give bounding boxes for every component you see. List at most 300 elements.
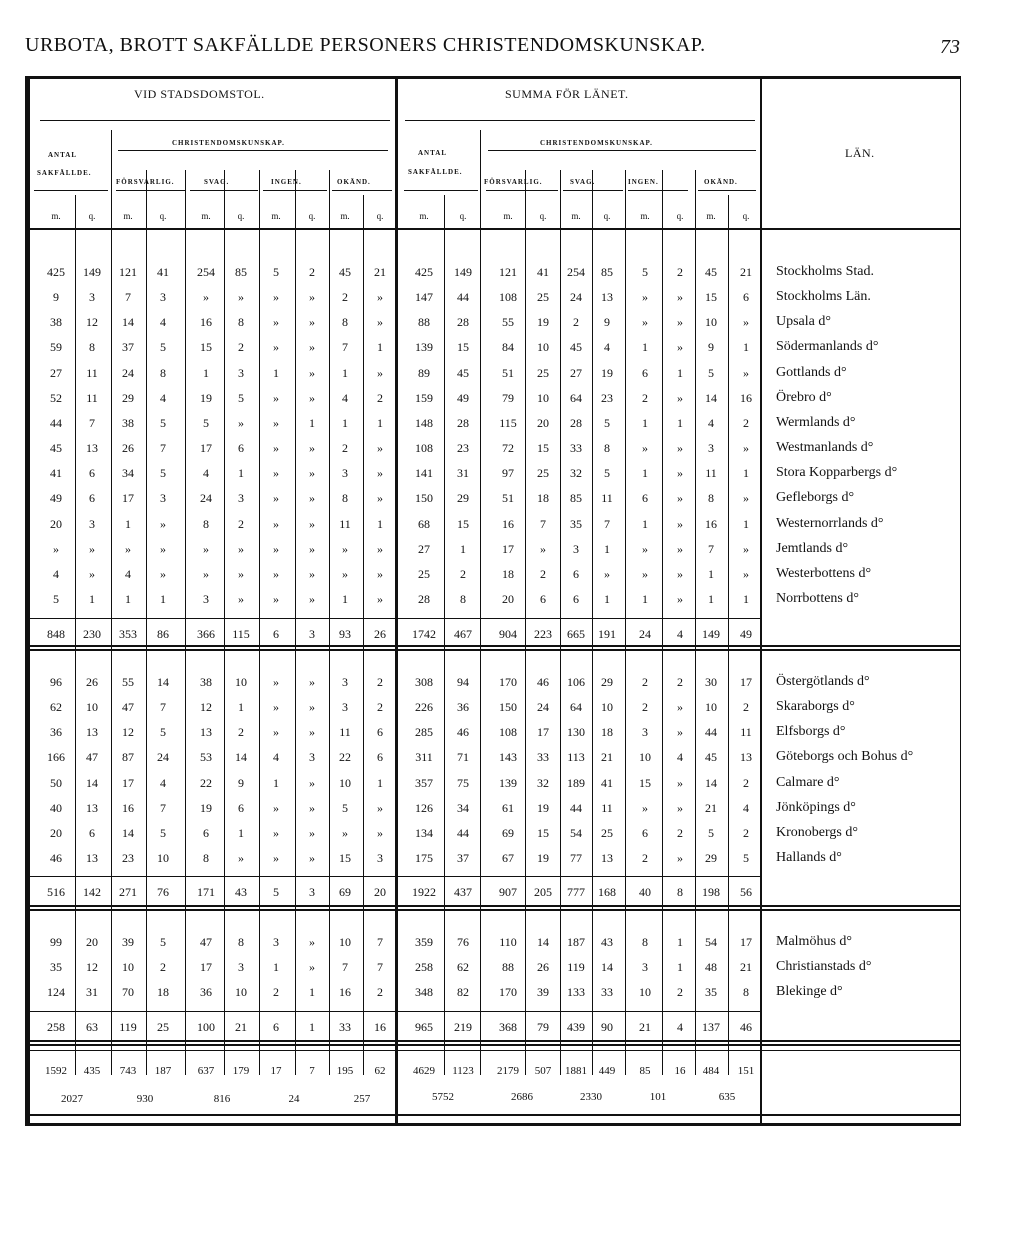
grand-total-cell: 1592 [45, 1065, 67, 1077]
unit-header: m. [706, 211, 716, 221]
stadsdomstol-header: VID STADSDOMSTOL. [134, 87, 265, 101]
table-cell: 10 [705, 315, 717, 329]
table-cell: 17 [740, 675, 752, 689]
table-cell: 115 [499, 416, 517, 430]
table-cell: 2 [677, 826, 683, 840]
table-cell: 10 [601, 700, 613, 714]
combined-total-cell: 257 [353, 1093, 371, 1105]
table-cell: 113 [567, 750, 585, 764]
subtotal-cell: 3 [309, 885, 315, 899]
table-cell: 6 [89, 826, 95, 840]
table-cell: 29 [122, 391, 134, 405]
table-cell: 11 [705, 466, 717, 480]
table-cell: 357 [415, 776, 433, 790]
table-cell: 5 [342, 801, 348, 815]
table-cell: 33 [601, 985, 613, 999]
table-cell: 44 [570, 801, 582, 815]
table-cell: 17 [502, 542, 514, 556]
table-cell: 14 [537, 935, 549, 949]
table-cell: 30 [705, 675, 717, 689]
grand-total-cell: 1881 [565, 1065, 587, 1077]
table-cell: 14 [157, 675, 169, 689]
table-cell: 12 [86, 315, 98, 329]
subtotal-cell: 168 [598, 885, 616, 899]
table-cell: 11 [339, 517, 351, 531]
table-cell: » [309, 935, 315, 949]
grand-total-cell: 484 [702, 1065, 720, 1077]
table-cell: » [309, 491, 315, 505]
table-cell: 134 [415, 826, 433, 840]
table-cell: 10 [339, 776, 351, 790]
lan-header: LÄN. [845, 146, 875, 160]
table-cell: » [377, 441, 383, 455]
table-cell: 17 [200, 441, 212, 455]
table-cell: 170 [499, 985, 517, 999]
unit-header: m. [419, 211, 429, 221]
table-cell: 25 [537, 466, 549, 480]
table-cell: 3 [273, 935, 279, 949]
table-cell: 52 [50, 391, 62, 405]
table-cell: » [309, 391, 315, 405]
table-cell: 121 [119, 265, 137, 279]
table-cell: 5 [160, 340, 166, 354]
table-cell: 45 [705, 750, 717, 764]
subtotal-cell: 366 [197, 627, 215, 641]
table-cell: 5 [604, 466, 610, 480]
table-cell: 5 [273, 265, 279, 279]
table-cell: 6 [377, 750, 383, 764]
table-cell: 139 [415, 340, 433, 354]
table-cell: 18 [601, 725, 613, 739]
table-cell: 5 [160, 826, 166, 840]
table-cell: 1 [342, 366, 348, 380]
table-cell: 2 [273, 985, 279, 999]
table-cell: 21 [374, 265, 386, 279]
table-cell: » [160, 517, 166, 531]
table-cell: 7 [89, 416, 95, 430]
table-cell: 13 [200, 725, 212, 739]
lan-name: Norrbottens d° [776, 591, 859, 606]
table-cell: » [377, 592, 383, 606]
table-cell: » [238, 290, 244, 304]
antal-header-lanet: ANTAL [418, 149, 447, 157]
subtotal-cell: 439 [567, 1020, 585, 1034]
unit-header: q. [159, 211, 167, 221]
table-cell: 53 [200, 750, 212, 764]
table-cell: » [677, 441, 683, 455]
table-cell: 425 [47, 265, 65, 279]
table-cell: 47 [122, 700, 134, 714]
lan-name: Jönköpings d° [776, 800, 856, 815]
subtotal-cell: 467 [454, 627, 472, 641]
grand-total-cell: 1123 [452, 1065, 474, 1077]
table-cell: 27 [418, 542, 430, 556]
table-cell: 5 [203, 416, 209, 430]
table-cell: 3 [160, 290, 166, 304]
table-cell: 32 [537, 776, 549, 790]
table-cell: 8 [342, 315, 348, 329]
table-cell: » [160, 567, 166, 581]
unit-header: q. [539, 211, 547, 221]
table-cell: 5 [160, 935, 166, 949]
lan-name: Upsala d° [776, 314, 831, 329]
table-cell: » [273, 725, 279, 739]
grand-total-cell: 16 [674, 1065, 686, 1077]
subtotal-cell: 198 [702, 885, 720, 899]
table-cell: 149 [454, 265, 472, 279]
subtotal-cell: 907 [499, 885, 517, 899]
table-cell: » [53, 542, 59, 556]
table-cell: 166 [47, 750, 65, 764]
table-cell: 69 [502, 826, 514, 840]
table-cell: 38 [50, 315, 62, 329]
table-cell: 51 [502, 491, 514, 505]
table-cell: 3 [642, 960, 648, 974]
table-cell: 12 [200, 700, 212, 714]
table-cell: 68 [418, 517, 430, 531]
christendom-header-stad: CHRISTENDOMSKUNSKAP. [172, 139, 285, 147]
table-cell: » [743, 441, 749, 455]
table-cell: » [677, 290, 683, 304]
subtotal-cell: 100 [197, 1020, 215, 1034]
table-cell: 3 [642, 725, 648, 739]
table-cell: 31 [86, 985, 98, 999]
table-cell: 55 [122, 675, 134, 689]
page-number: 73 [940, 36, 960, 58]
unit-header: m. [640, 211, 650, 221]
table-cell: » [309, 801, 315, 815]
table-cell: 4 [160, 776, 166, 790]
grand-total-cell: 179 [232, 1065, 250, 1077]
table-cell: 8 [708, 491, 714, 505]
table-cell: 13 [86, 725, 98, 739]
table-cell: 26 [86, 675, 98, 689]
table-cell: 39 [537, 985, 549, 999]
table-cell: 147 [415, 290, 433, 304]
table-cell: 97 [502, 466, 514, 480]
table-cell: 17 [200, 960, 212, 974]
table-cell: 23 [457, 441, 469, 455]
table-cell: 1 [377, 416, 383, 430]
table-cell: 108 [499, 725, 517, 739]
table-cell: 37 [122, 340, 134, 354]
table-cell: » [203, 290, 209, 304]
table-cell: 1 [642, 416, 648, 430]
table-cell: » [677, 466, 683, 480]
table-cell: » [642, 290, 648, 304]
table-cell: 88 [502, 960, 514, 974]
table-cell: » [309, 851, 315, 865]
table-cell: 18 [157, 985, 169, 999]
table-cell: 38 [122, 416, 134, 430]
table-cell: 24 [537, 700, 549, 714]
table-cell: » [377, 567, 383, 581]
subtotal-cell: 21 [235, 1020, 247, 1034]
table-cell: 28 [418, 592, 430, 606]
sakfallde-header-lanet: SAKFÄLLDE. [408, 168, 463, 176]
subtotal-cell: 33 [339, 1020, 351, 1034]
table-cell: » [642, 441, 648, 455]
table-cell: 1 [743, 592, 749, 606]
table-cell: 13 [86, 851, 98, 865]
table-cell: 2 [677, 675, 683, 689]
table-cell: » [273, 290, 279, 304]
table-cell: 41 [157, 265, 169, 279]
table-cell: 4 [125, 567, 131, 581]
table-cell: 6 [89, 491, 95, 505]
table-cell: 55 [502, 315, 514, 329]
table-cell: 2 [642, 391, 648, 405]
table-cell: 3 [89, 517, 95, 531]
lan-name: Westmanlands d° [776, 440, 874, 455]
table-cell: 1 [273, 960, 279, 974]
lan-name: Stockholms Stad. [776, 264, 875, 279]
table-cell: 5 [160, 466, 166, 480]
table-cell: 79 [502, 391, 514, 405]
table-cell: » [309, 675, 315, 689]
table-cell: 1 [342, 416, 348, 430]
table-cell: 45 [339, 265, 351, 279]
table-cell: 2 [238, 340, 244, 354]
unit-header: m. [503, 211, 513, 221]
grand-total-cell: 195 [336, 1065, 354, 1077]
table-cell: » [309, 290, 315, 304]
table-cell: » [377, 290, 383, 304]
table-cell: 8 [89, 340, 95, 354]
subtotal-cell: 191 [598, 627, 616, 641]
table-cell: » [238, 567, 244, 581]
lan-name: Malmöhus d° [776, 934, 852, 949]
table-cell: » [677, 592, 683, 606]
subtotal-cell: 258 [47, 1020, 65, 1034]
table-cell: 2 [677, 985, 683, 999]
table-cell: 170 [499, 675, 517, 689]
ingen-header-lanet: INGEN. [628, 178, 659, 186]
table-cell: 19 [537, 851, 549, 865]
table-cell: 41 [601, 776, 613, 790]
table-cell: 3 [203, 592, 209, 606]
table-cell: 2 [677, 265, 683, 279]
table-cell: 24 [157, 750, 169, 764]
table-cell: 1 [238, 466, 244, 480]
table-cell: 11 [339, 725, 351, 739]
table-cell: » [377, 801, 383, 815]
table-cell: 38 [200, 675, 212, 689]
subtotal-cell: 368 [499, 1020, 517, 1034]
unit-header: q. [376, 211, 384, 221]
table-cell: 40 [50, 801, 62, 815]
table-cell: 1 [238, 700, 244, 714]
table-cell: 1 [708, 567, 714, 581]
table-cell: 71 [457, 750, 469, 764]
table-cell: 8 [342, 491, 348, 505]
table-cell: 4 [604, 340, 610, 354]
table-cell: 14 [86, 776, 98, 790]
table-cell: 1 [743, 466, 749, 480]
table-cell: 3 [160, 491, 166, 505]
table-cell: 11 [86, 391, 98, 405]
table-cell: 6 [642, 366, 648, 380]
table-cell: 45 [570, 340, 582, 354]
table-cell: 1 [309, 416, 315, 430]
table-cell: 35 [50, 960, 62, 974]
table-cell: 15 [339, 851, 351, 865]
table-cell: 36 [200, 985, 212, 999]
lan-name: Skaraborgs d° [776, 699, 855, 714]
lan-name: Stora Kopparbergs d° [776, 465, 898, 480]
subtotal-cell: 171 [197, 885, 215, 899]
table-cell: 44 [50, 416, 62, 430]
table-cell: 85 [570, 491, 582, 505]
table-cell: 36 [457, 700, 469, 714]
table-cell: 7 [604, 517, 610, 531]
unit-header: q. [742, 211, 750, 221]
table-cell: » [309, 776, 315, 790]
table-cell: 25 [537, 366, 549, 380]
subtotal-cell: 665 [567, 627, 585, 641]
table-cell: 308 [415, 675, 433, 689]
table-cell: 1 [238, 826, 244, 840]
table-cell: » [203, 567, 209, 581]
table-cell: 148 [415, 416, 433, 430]
table-cell: 2 [238, 725, 244, 739]
table-cell: 59 [50, 340, 62, 354]
table-cell: 19 [200, 801, 212, 815]
table-cell: 20 [537, 416, 549, 430]
table-cell: 4 [342, 391, 348, 405]
table-cell: » [309, 340, 315, 354]
table-cell: 21 [601, 750, 613, 764]
table-cell: 2 [160, 960, 166, 974]
table-cell: 62 [50, 700, 62, 714]
table-cell: » [677, 315, 683, 329]
table-cell: 10 [537, 391, 549, 405]
table-cell: » [677, 340, 683, 354]
table-cell: 34 [122, 466, 134, 480]
unit-header: q. [237, 211, 245, 221]
unit-header: m. [271, 211, 281, 221]
table-cell: 18 [502, 567, 514, 581]
table-cell: 44 [457, 290, 469, 304]
table-cell: 7 [708, 542, 714, 556]
table-cell: 3 [342, 675, 348, 689]
table-cell: » [377, 542, 383, 556]
forsvarlig-header-lanet: FÖRSVARLIG. [484, 178, 543, 186]
table-cell: 5 [238, 391, 244, 405]
table-cell: 19 [537, 801, 549, 815]
table-cell: 17 [122, 491, 134, 505]
table-cell: 6 [743, 290, 749, 304]
subtotal-cell: 26 [374, 627, 386, 641]
table-cell: » [238, 592, 244, 606]
table-cell: 22 [200, 776, 212, 790]
unit-header: m. [340, 211, 350, 221]
table-cell: 6 [642, 826, 648, 840]
table-cell: 108 [415, 441, 433, 455]
lan-name: Jemtlands d° [776, 541, 849, 556]
table-cell: 5 [53, 592, 59, 606]
table-cell: 1 [89, 592, 95, 606]
table-cell: » [273, 675, 279, 689]
table-cell: 4 [203, 466, 209, 480]
table-cell: 24 [122, 366, 134, 380]
table-cell: » [677, 700, 683, 714]
table-cell: 254 [567, 265, 585, 279]
christendom-header-lanet: CHRISTENDOMSKUNSKAP. [540, 139, 653, 147]
table-cell: » [743, 542, 749, 556]
table-cell: 2 [743, 416, 749, 430]
table-cell: » [309, 315, 315, 329]
table-cell: 14 [235, 750, 247, 764]
table-cell: 2 [642, 851, 648, 865]
lan-name: Westernorrlands d° [776, 516, 884, 531]
unit-header: m. [201, 211, 211, 221]
table-cell: 1 [604, 592, 610, 606]
table-cell: » [642, 801, 648, 815]
subtotal-cell: 20 [374, 885, 386, 899]
table-cell: 9 [238, 776, 244, 790]
grand-total-cell: 151 [737, 1065, 755, 1077]
table-cell: 6 [573, 567, 579, 581]
table-cell: » [273, 416, 279, 430]
unit-header: q. [88, 211, 96, 221]
table-cell: 54 [705, 935, 717, 949]
table-cell: 1 [160, 592, 166, 606]
table-cell: 75 [457, 776, 469, 790]
table-cell: 1 [708, 592, 714, 606]
lan-name: Östergötlands d° [776, 674, 870, 689]
table-cell: 2 [342, 441, 348, 455]
grand-total-cell: 17 [270, 1065, 282, 1077]
table-cell: 5 [160, 725, 166, 739]
table-cell: 10 [639, 985, 651, 999]
table-cell: 11 [601, 801, 613, 815]
table-cell: 16 [740, 391, 752, 405]
table-cell: 25 [537, 290, 549, 304]
table-cell: 159 [415, 391, 433, 405]
grand-total-cell: 637 [197, 1065, 215, 1077]
subtotal-cell: 1742 [412, 627, 436, 641]
table-cell: 1 [377, 776, 383, 790]
unit-header: q. [459, 211, 467, 221]
table-cell: 1 [677, 416, 683, 430]
table-cell: 20 [502, 592, 514, 606]
grand-total-cell: 62 [374, 1065, 386, 1077]
combined-total-cell: 2686 [511, 1091, 533, 1103]
table-cell: 70 [122, 985, 134, 999]
table-cell: 41 [537, 265, 549, 279]
table-cell: 4 [53, 567, 59, 581]
lan-name: Göteborgs och Bohus d° [776, 749, 914, 764]
table-cell: 96 [50, 675, 62, 689]
combined-total-cell: 635 [718, 1091, 736, 1103]
table-cell: 33 [537, 750, 549, 764]
table-cell: 49 [457, 391, 469, 405]
table-cell: » [677, 391, 683, 405]
table-cell: » [604, 567, 610, 581]
table-cell: 2 [743, 826, 749, 840]
table-cell: » [89, 567, 95, 581]
lanet-header: SUMMA FÖR LÄNET. [505, 87, 629, 101]
table-cell: 88 [418, 315, 430, 329]
table-cell: » [273, 851, 279, 865]
table-cell: 14 [705, 776, 717, 790]
table-cell: 19 [537, 315, 549, 329]
table-cell: 37 [457, 851, 469, 865]
table-cell: 15 [639, 776, 651, 790]
table-cell: 76 [457, 935, 469, 949]
table-cell: 50 [50, 776, 62, 790]
